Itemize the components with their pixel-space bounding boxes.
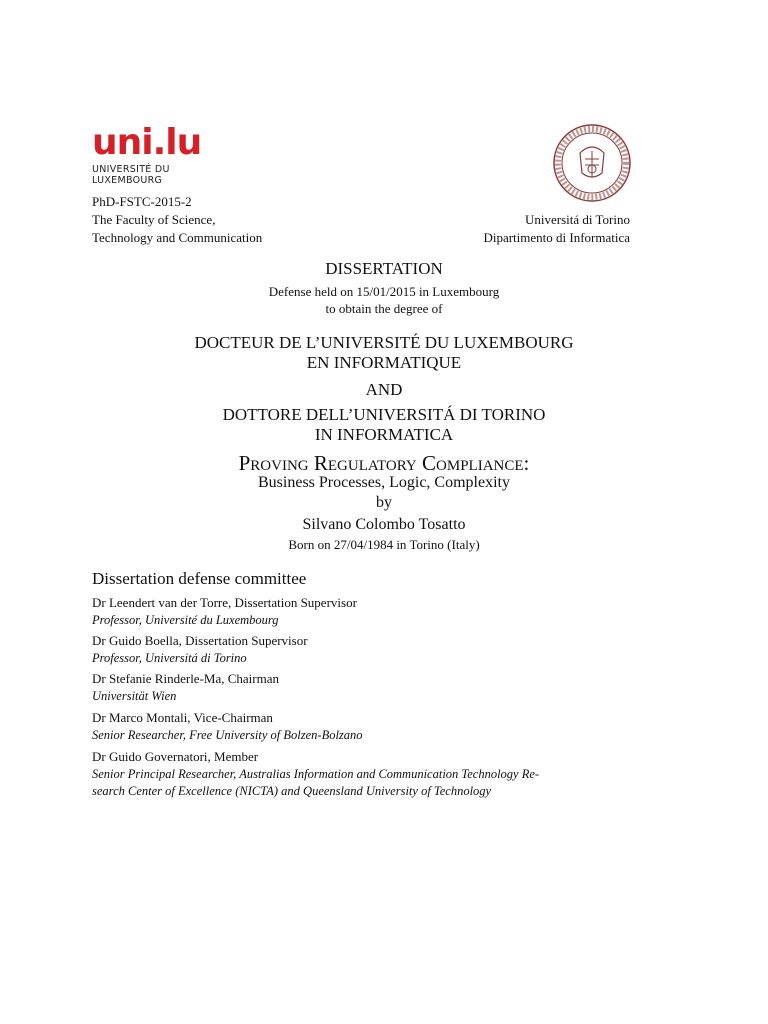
uni-lu-logo-mark: uni.lu: [92, 122, 202, 163]
degree-1-line-2: EN INFORMATIQUE: [306, 353, 462, 372]
committee-member-name: Dr Guido Boella, Dissertation Supervisor: [92, 633, 308, 648]
thesis-subtitle: Business Processes, Logic, Complexity: [258, 474, 510, 491]
dissertation-heading: DISSERTATION: [325, 259, 443, 278]
logo-line-2: LUXEMBOURG: [92, 175, 163, 186]
born-line: Born on 27/04/1984 in Torino (Italy): [288, 537, 480, 552]
obtain-line: to obtain the degree of: [325, 301, 443, 316]
thesis-id: PhD-FSTC-2015-2: [92, 194, 192, 209]
university-of-luxembourg-logo: [92, 122, 202, 190]
committee-member-affiliation-continued: search Center of Excellence (NICTA) and Queensland University of Technology: [92, 784, 492, 798]
committee-member-affiliation: Professor, Universitá di Torino: [92, 651, 247, 665]
and-separator: AND: [365, 380, 403, 399]
faculty-line-1: The Faculty of Science,: [92, 212, 216, 227]
turin-department: Dipartimento di Informatica: [483, 230, 630, 245]
committee-member-affiliation: Professor, Université du Luxembourg: [92, 613, 279, 627]
committee-heading: Dissertation defense committee: [92, 569, 307, 588]
committee-member-affiliation: Senior Principal Researcher, Australias Information and Communication Technology Re-: [92, 767, 540, 781]
degree-2-line-1: DOTTORE DELL’UNIVERSITÁ DI TORINO: [222, 405, 546, 424]
faculty-line-2: Technology and Communication: [92, 230, 263, 245]
committee-member-affiliation: Universität Wien: [92, 689, 177, 703]
logo-line-1: UNIVERSITÉ DU: [92, 164, 170, 175]
defense-line: Defense held on 15/01/2015 in Luxembourg: [268, 284, 500, 299]
thesis-title: Proving Regulatory Compliance:: [238, 451, 530, 475]
author-name: Silvano Colombo Tosatto: [302, 516, 466, 533]
by-label: by: [376, 494, 392, 511]
committee-member-name: Dr Marco Montali, Vice-Chairman: [92, 710, 273, 725]
committee-member-affiliation: Senior Researcher, Free University of Bolzen-Bolzano: [92, 728, 363, 742]
university-seal-icon: [552, 123, 632, 203]
turin-university: Universitá di Torino: [524, 212, 630, 227]
degree-2-line-2: IN INFORMATICA: [314, 425, 454, 444]
committee-member-name: Dr Stefanie Rinderle-Ma, Chairman: [92, 671, 279, 686]
committee-member-name: Dr Guido Governatori, Member: [92, 749, 259, 764]
degree-1-line-1: DOCTEUR DE L’UNIVERSITÉ DU LUXEMBOURG: [194, 333, 574, 352]
committee-member-name: Dr Leendert van der Torre, Dissertation Supervisor: [92, 595, 357, 610]
